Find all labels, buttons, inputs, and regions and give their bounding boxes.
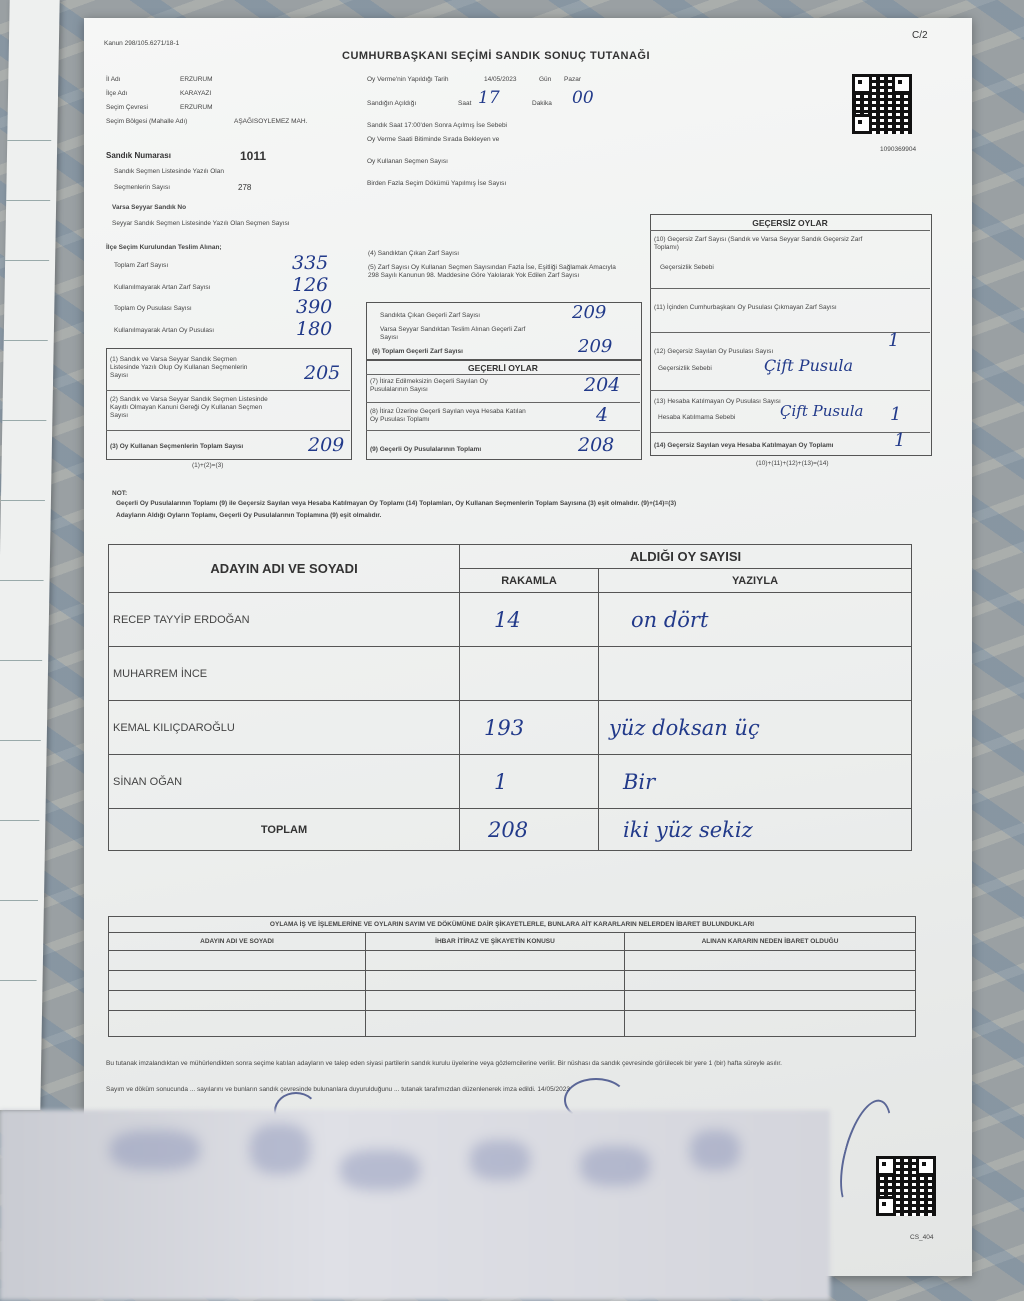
invalid-r14-value: 1 xyxy=(894,430,906,451)
invalid-r10-reason: Geçersizlik Sebebi xyxy=(660,264,714,271)
ilce-value: KARAYAZI xyxy=(180,90,212,97)
table-row xyxy=(109,755,912,809)
envelopes-r6-label: (6) Toplam Geçerli Zarf Sayısı xyxy=(372,348,463,355)
listed-label: Sandık Seçmen Listesinde Yazılı Olan xyxy=(114,168,224,175)
cevre-label: Seçim Çevresi xyxy=(106,104,148,111)
dakika-value: 00 xyxy=(572,88,594,108)
envelopes-a-value: 209 xyxy=(572,302,607,323)
cevre-value: ERZURUM xyxy=(180,104,213,111)
qr-code-icon xyxy=(876,1156,936,1216)
seyyar-label: Varsa Seyyar Sandık No xyxy=(112,204,187,211)
invalid-r12-reason: Çift Pusula xyxy=(764,356,854,375)
invalid-r12-value: 1 xyxy=(888,330,900,351)
candidate-votes-words: yüz doksan üç xyxy=(599,701,912,755)
invalid-r11-label: (11) İçinden Cumhurbaşkanı Oy Pusulası Çıkmayan Zarf Sayısı xyxy=(654,304,837,311)
il-value: ERZURUM xyxy=(180,76,213,83)
candidate-name: SİNAN OĞAN xyxy=(109,755,460,809)
envelopes-a-label: Sandıkta Çıkan Geçerli Zarf Sayısı xyxy=(380,312,481,319)
candidate-name: RECEP TAYYİP ERDOĞAN xyxy=(109,593,460,647)
date-value: 14/05/2023 xyxy=(484,76,517,83)
envelopes-r6-value: 209 xyxy=(578,336,613,357)
results-table xyxy=(108,544,912,851)
results-col-digits: RAKAMLA xyxy=(460,569,599,593)
note-title: NOT: xyxy=(112,490,128,497)
form-title: CUMHURBAŞKANI SEÇİMİ SANDIK SONUÇ TUTANAĞI xyxy=(342,50,651,62)
opened-label: Sandığın Açıldığı xyxy=(367,100,417,107)
voters-formula: (1)+(2)=(3) xyxy=(192,462,224,469)
candidate-votes-digits xyxy=(460,647,599,701)
results-col-words: YAZIYLA xyxy=(599,569,912,593)
invalid-r12-reason-label: Geçersizlik Sebebi xyxy=(658,365,712,372)
received-row-label: Toplam Zarf Sayısı xyxy=(114,262,169,269)
qr-code-icon xyxy=(852,74,912,134)
received-heading: İlçe Seçim Kurulundan Teslim Alınan; xyxy=(106,244,222,251)
valid-r9-label: (9) Geçerli Oy Pusulalarının Toplamı xyxy=(370,446,482,453)
table-row xyxy=(109,647,912,701)
invalid-r13-reason: Çift Pusula xyxy=(780,402,864,420)
candidate-votes-digits: 193 xyxy=(460,701,599,755)
received-row-value: 180 xyxy=(296,318,333,340)
candidate-name: KEMAL KILIÇDAROĞLU xyxy=(109,701,460,755)
candidate-votes-words xyxy=(599,647,912,701)
valid-r7-value: 204 xyxy=(584,374,621,396)
invalid-r13-label: (13) Hesaba Katılmayan Oy Pusulası Sayısı xyxy=(654,398,781,405)
listed-label-2: Seçmenlerin Sayısı xyxy=(114,184,170,191)
complaints-col-3: ALINAN KARARIN NEDEN İBARET OLDUĞU xyxy=(625,933,916,951)
received-row-value: 390 xyxy=(296,296,333,318)
note-line-1: Geçerli Oy Pusulalarının Toplamı (9) ile Geçersiz Sayılan veya Hesaba Katılmayan Oy Toplamı (14) Toplamları, Oy Kullanan Seçmenlerin Toplam Sayısına (3) eşit olmalıdır. (9)+(14)=(3) xyxy=(116,500,677,507)
footer-line-1: Bu tutanak imzalandıktan ve mühürlendikten sonra seçime katılan adayların ve talep eden siyasi partilerin sandık kurulu üyelerine veya gözlemcilerine verilir. Bir nüshası da sandık çevresinde görülecek bir yere 1 (bir) hafta süreyle asılır. xyxy=(106,1060,782,1067)
results-col-votes: ALDIĞI OY SAYISI xyxy=(460,545,912,569)
table-row xyxy=(109,701,912,755)
complaints-col-1: ADAYIN ADI VE SOYADI xyxy=(109,933,366,951)
invalid-r13-value: 1 xyxy=(890,404,902,425)
received-row-value: 335 xyxy=(292,252,329,274)
barcode-number: 1090369904 xyxy=(880,146,917,153)
table-row xyxy=(109,991,916,1011)
valid-r9-value: 208 xyxy=(578,434,615,456)
page-number: C/2 xyxy=(912,30,928,41)
invalid-r14-label: (14) Geçersiz Sayılan veya Hesaba Katılmayan Oy Toplamı xyxy=(654,442,834,449)
received-row-label: Kullanılmayarak Artan Zarf Sayısı xyxy=(114,284,211,291)
envelopes-b-label: Varsa Seyyar Sandıktan Teslim Alınan Geçerli Zarf Sayısı xyxy=(380,326,526,341)
saat-value: 17 xyxy=(478,88,500,108)
candidate-votes-digits: 14 xyxy=(460,593,599,647)
listed-value: 278 xyxy=(238,183,252,192)
invalid-formula: (10)+(11)+(12)+(13)=(14) xyxy=(756,460,829,467)
note-line-2: Adayların Aldığı Oyların Toplamı, Geçerli Oy Pusulalarının Toplamına (9) eşit olmalıdır. xyxy=(116,512,382,519)
valid-r8-value: 4 xyxy=(596,404,609,426)
received-row-value: 126 xyxy=(292,274,329,296)
envelopes-r5-label: (5) Zarf Sayısı Oy Kullanan Seçmen Sayısından Fazla İse, Eşitliği Sağlamak Amacıyla 298 Sayılı Kanunun 98. Maddesine Göre Yakılarak Yok Edilen Zarf Sayısı xyxy=(368,264,616,279)
invalid-heading: GEÇERSİZ OYLAR xyxy=(752,218,828,228)
queue-label: Oy Verme Saati Bitiminde Sırada Bekleyen ve xyxy=(367,136,500,143)
candidate-votes-words: Bir xyxy=(599,755,912,809)
valid-r7-label: (7) İtiraz Edilmeksizin Geçerli Sayılan Oy Pusulalarının Sayısı xyxy=(370,378,488,393)
total-row xyxy=(109,809,912,851)
invalid-r12-label: (12) Geçersiz Sayılan Oy Pusulası Sayısı xyxy=(654,348,774,355)
valid-r8-label: (8) İtiraz Üzerine Geçerli Sayılan veya Hesaba Katılan Oy Pusulası Toplamı xyxy=(370,408,526,423)
candidate-name: MUHARREM İNCE xyxy=(109,647,460,701)
complaints-table xyxy=(108,916,916,1037)
voters-r1-value: 205 xyxy=(304,362,341,384)
multi-count-label: Birden Fazla Seçim Dökümü Yapılmış İse Sayısı xyxy=(367,180,507,187)
total-digits: 208 xyxy=(460,809,599,851)
table-row xyxy=(109,971,916,991)
total-words: iki yüz sekiz xyxy=(599,809,912,851)
dakika-label: Dakika xyxy=(532,100,552,107)
candidate-votes-digits: 1 xyxy=(460,755,599,809)
voters-r1-label: (1) Sandık ve Varsa Seyyar Sandık Seçmen Listesinde Yazılı Olup Oy Kullanan Seçmenlerin Sayısı xyxy=(110,356,248,379)
envelopes-r4-label: (4) Sandıktan Çıkan Zarf Sayısı xyxy=(368,250,460,257)
footer-line-2: Sayım ve döküm sonucunda ... sayılarını ve bunların sandık çevresinde bulunanlara duyurulduğunu ... tutanak tarafımızdan düzenlenerek imza edildi. 14/05/2023 xyxy=(106,1086,570,1093)
results-col-name: ADAYIN ADI VE SOYADI xyxy=(109,545,460,593)
ilce-label: İlçe Adı xyxy=(106,90,128,97)
used-label: Oy Kullanan Seçmen Sayısı xyxy=(367,158,448,165)
voters-r3-value: 209 xyxy=(308,434,345,456)
saat-label: Saat xyxy=(458,100,472,107)
table-row xyxy=(109,951,916,971)
law-code: Kanun 298/105.6271/18-1 xyxy=(104,40,180,47)
voters-r2-label: (2) Sandık ve Varsa Seyyar Sandık Seçmen Listesinde Kayıtlı Olmayan Kanuni Gereği Oy Kullanan Seçmen Sayısı xyxy=(110,396,268,419)
il-label: İl Adı xyxy=(106,76,121,83)
valid-heading: GEÇERLİ OYLAR xyxy=(468,363,538,373)
day-value: Pazar xyxy=(564,76,581,83)
sandik-no-label: Sandık Numarası xyxy=(106,151,171,160)
bolge-label: Seçim Bölgesi (Mahalle Adı) xyxy=(106,118,188,125)
after-hours-label: Sandık Saat 17:00'den Sonra Açılmış İse Sebebi xyxy=(367,122,507,129)
sandik-no-value: 1011 xyxy=(240,149,267,163)
day-label: Gün xyxy=(539,76,552,83)
table-row xyxy=(109,593,912,647)
voters-r3-label: (3) Oy Kullanan Seçmenlerin Toplam Sayısı xyxy=(110,443,244,450)
complaints-heading: OYLAMA İŞ VE İŞLEMLERİNE VE OYLARIN SAYIM VE DÖKÜMÜNE DAİR ŞİKAYETLERLE, BUNLARA AİT KARARLARIN NELERDEN İBARET BULUNDUKLARI xyxy=(109,917,916,933)
table-row xyxy=(109,1011,916,1037)
form-code: CS_404 xyxy=(910,1234,934,1241)
invalid-r13-reason-label: Hesaba Katılmama Sebebi xyxy=(658,414,736,421)
bolge-value: AŞAĞISOYLEMEZ MAH. xyxy=(234,118,308,125)
total-label: TOPLAM xyxy=(109,809,460,851)
date-label: Oy Verme'nin Yapıldığı Tarih xyxy=(367,76,449,83)
seyyar-count-label: Seyyar Sandık Seçmen Listesinde Yazılı Olan Seçmen Sayısı xyxy=(112,220,290,227)
complaints-col-2: İHBAR İTİRAZ VE ŞİKAYETİN KONUSU xyxy=(366,933,625,951)
result-form-paper xyxy=(84,18,972,1276)
invalid-r10-label: (10) Geçersiz Zarf Sayısı (Sandık ve Varsa Seyyar Sandık Geçersiz Zarf Toplamı) xyxy=(654,236,863,251)
candidate-votes-words: on dört xyxy=(599,593,912,647)
received-row-label: Kullanılmayarak Artan Oy Pusulası xyxy=(114,327,215,334)
received-row-label: Toplam Oy Pusulası Sayısı xyxy=(114,305,192,312)
redacted-signatures-band xyxy=(0,1110,830,1300)
